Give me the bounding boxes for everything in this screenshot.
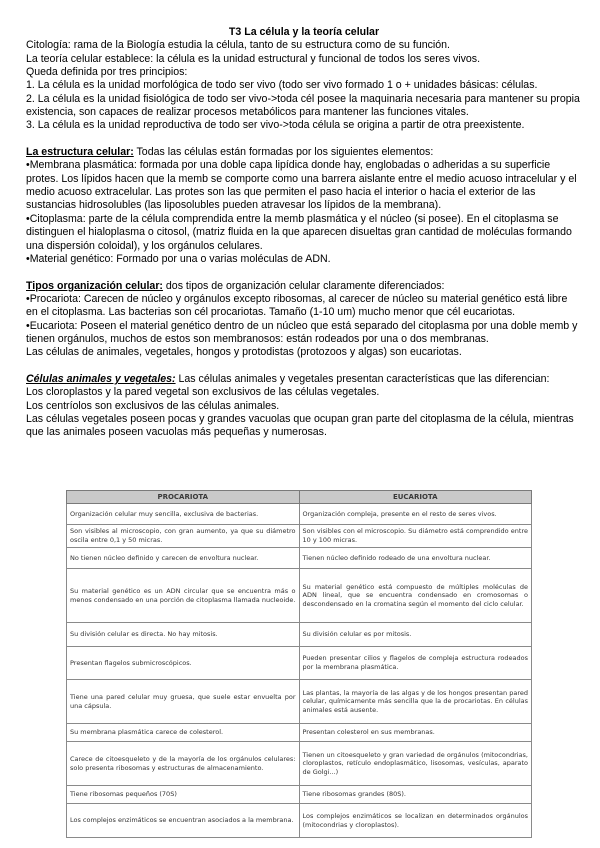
eucariota-cell: Son visibles con el microscopio. Su diámetro está comprendido entre 10 y 100 micras.: [299, 525, 532, 548]
bullet-material-genetico: •Material genético: Formado por una o varias moléculas de ADN.: [26, 252, 331, 265]
comparison-table-wrap: [66, 490, 532, 838]
table-row: [67, 724, 532, 742]
bullet-citoplasma: •Citoplasma: parte de la célula comprendida entre la memb plasmática y el núcleo (si posee). En el citoplasma se distinguen el hialoplasma o citosol, (matriz fluida en la que aparecen disueltas gran cantidad de moléculas formando una dispersión coloidal), y los orgánulos celulares.: [26, 212, 572, 252]
animales-line: Las células vegetales poseen pocas y grandes vacuolas que ocupan gran parte del citoplasma de la célula, mientras que las animales poseen vacuolas más pequeñas y numerosas.: [26, 412, 574, 439]
eucariota-cell: Las plantas, la mayoría de las algas y de los hongos presentan pared celular, químicamente más sencilla que la de procariotas. En células animales está ausente.: [299, 680, 532, 724]
eucariota-cell: Pueden presentar cilios y flagelos de compleja estructura rodeados por la membrana plasmática.: [299, 647, 532, 680]
table-row: [67, 647, 532, 680]
page-title: T3 La célula y la teoría celular: [228, 26, 380, 38]
tipos-section: [26, 280, 582, 360]
eucariota-cell: Su división celular es por mitosis.: [299, 623, 532, 647]
table-row: [67, 623, 532, 647]
procariota-cell: Presentan flagelos submicroscópicos.: [67, 647, 300, 680]
eucariota-cell: Organización compleja, presente en el resto de seres vivos.: [299, 504, 532, 525]
procariota-cell: Los complejos enzimáticos se encuentran asociados a la membrana.: [67, 804, 300, 838]
principle-2: 2. La célula es la unidad fisiológica de todo ser vivo->toda cél posee la maquinaria necesaria para mantener su propia existencia, son capaces de realizar procesos metabólicos para mantener las funciones vitales.: [26, 92, 580, 119]
procariota-cell: Tiene ribosomas pequeños (70S): [67, 786, 300, 804]
animales-lead-line: [26, 373, 582, 386]
table-row: [67, 525, 532, 548]
eucariotas-note: Las células de animales, vegetales, hongos y protodistas (protozoos y algas) son eucariotas.: [26, 346, 462, 359]
eucariota-cell: Los complejos enzimáticos se localizan en determinados orgánulos (mitocondrias y cloroplastos).: [299, 804, 532, 838]
eucariota-cell: Su material genético está compuesto de múltiples moléculas de ADN lineal, que se encuentra condensado en cromosomas o descondensado en la cromatina según el momento del ciclo celular.: [299, 569, 532, 623]
table-header-row: [67, 491, 532, 504]
animales-line: Los cloroplastos y la pared vegetal son exclusivos de las células vegetales.: [26, 386, 380, 399]
bullet-procariota: •Procariota: Carecen de núcleo y orgánulos excepto ribosomas, al carecer de núcleo su material genético está libre en el citoplasma. Las bacterias son cél procariotas. Tamaño (1-10 um) mucho menor que cél eucariotas.: [26, 292, 568, 319]
intro-line: La teoría celular establece: la célula es la unidad estructural y funcional de todos los seres vivos.: [26, 52, 481, 65]
bullet-membrana: •Membrana plasmática: formada por una doble capa lipídica donde hay, englobadas o adheridas a su superficie protes. Los lípidos hacen que la memb se comporte como una barrera aislante entre el medio acuoso intracelular y el medio acuoso extracelular. Las protes son las que permiten el paso hacia el interior o hacia el exterior de las sustancias hidrosolubles (las liposolubles pueden atravesar los lípidos de la membrana).: [26, 159, 577, 212]
procariota-cell: Son visibles al microscopio, con gran aumento, ya que su diámetro oscila entre 0,1 y 50 micras.: [67, 525, 300, 548]
table-row: [67, 786, 532, 804]
eucariota-cell: Presentan colesterol en sus membranas.: [299, 724, 532, 742]
procariota-cell: Carece de citoesqueleto y de la mayoría de los orgánulos celulares: solo presenta ribosomas y estructuras de almacenamiento.: [67, 742, 300, 786]
eucariota-cell: Tiene ribosomas grandes (80S).: [299, 786, 532, 804]
table-row: [67, 742, 532, 786]
section-heading: La estructura celular:: [26, 146, 134, 159]
section-heading: Tipos organización celular:: [26, 279, 163, 292]
header-procariota: PROCARIOTA: [67, 491, 300, 504]
comparison-table: [66, 490, 532, 838]
bullet-eucariota: •Eucariota: Poseen el material genético dentro de un núcleo que está separado del citoplasma por una doble memb y tienen orgánulos, muchos de estos son membranosos: están rodeados por una o dos membranas.: [26, 319, 578, 345]
procariota-cell: Su material genético es un ADN circular que se encuentra más o menos condensado en una porción de citoplasma llamada nucleoide.: [67, 569, 300, 623]
estructura-lead-line: [26, 146, 582, 159]
animales-line: Los centríolos son exclusivos de las células animales.: [26, 399, 280, 412]
section-heading: Células animales y vegetales:: [26, 372, 176, 385]
procariota-cell: Organización celular muy sencilla, exclusiva de bacterias.: [67, 504, 300, 525]
table-row: [67, 804, 532, 838]
procariota-cell: Su membrana plasmática carece de colesterol.: [67, 724, 300, 742]
procariota-cell: Su división celular es directa. No hay mitosis.: [67, 623, 300, 647]
table-row: [67, 504, 532, 525]
intro-section: [26, 39, 582, 132]
table-row: [67, 569, 532, 623]
section-lead: Las células animales y vegetales presentan características que las diferencian:: [175, 372, 550, 385]
section-lead: Todas las células están formadas por los siguientes elementos:: [133, 146, 434, 159]
procariota-cell: No tienen núcleo definido y carecen de envoltura nuclear.: [67, 548, 300, 569]
estructura-section: [26, 146, 582, 266]
eucariota-cell: Tienen un citoesqueleto y gran variedad de orgánulos (mitocondrias, cloroplastos, retículo endoplasmático, lisosomas, vesículas, aparato de Golgi...): [299, 742, 532, 786]
principle-1: 1. La célula es la unidad morfológica de todo ser vivo (todo ser vivo formado 1 o + unidades básicas: células.: [26, 79, 538, 92]
tipos-lead-line: [26, 280, 582, 293]
eucariota-cell: Tienen núcleo definido rodeado de una envoltura nuclear.: [299, 548, 532, 569]
animales-section: [26, 373, 582, 440]
procariota-cell: Tiene una pared celular muy gruesa, que suele estar envuelta por una cápsula.: [67, 680, 300, 724]
table-row: [67, 680, 532, 724]
intro-line: Citología: rama de la Biología estudia la célula, tanto de su estructura como de su función.: [26, 39, 450, 52]
principle-3: 3. La célula es la unidad reproductiva de todo ser vivo->toda célula se origina a partir de otra preexistente.: [26, 119, 525, 132]
header-eucariota: EUCARIOTA: [299, 491, 532, 504]
table-row: [67, 548, 532, 569]
intro-line: Queda definida por tres principios:: [26, 66, 188, 79]
section-lead: dos tipos de organización celular claramente diferenciados:: [162, 279, 445, 292]
